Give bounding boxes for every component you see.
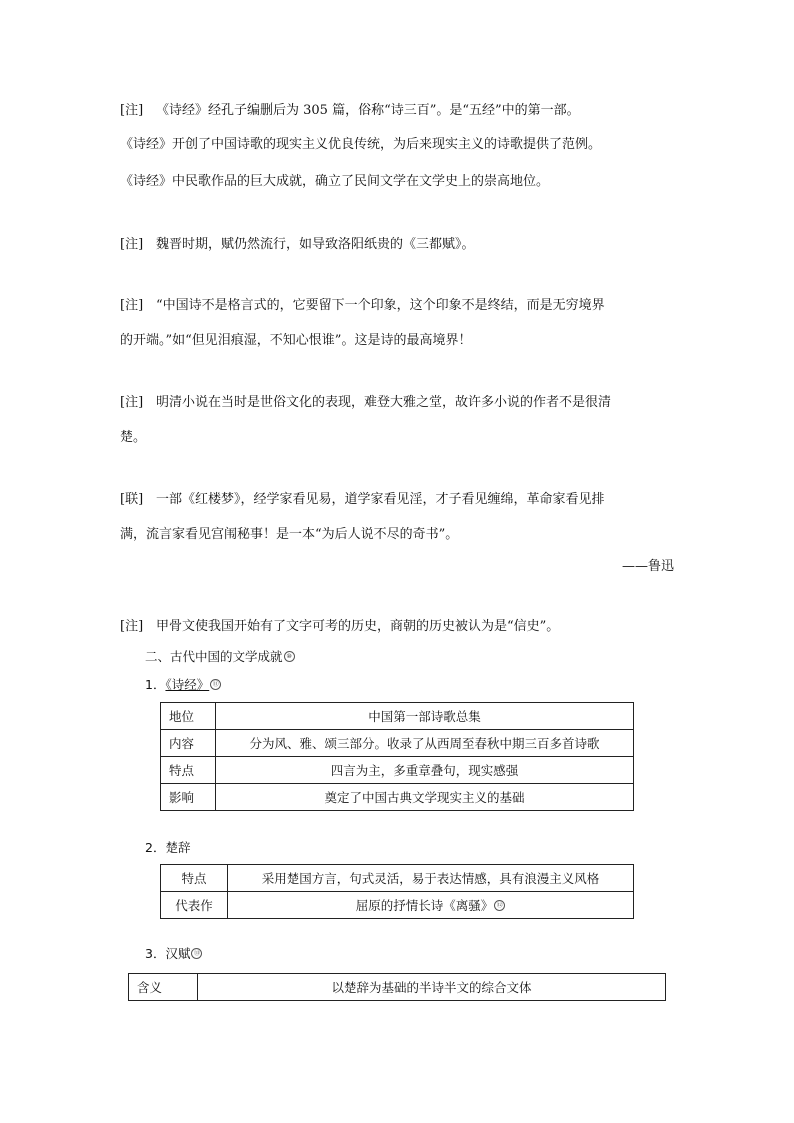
- note-1-line-1: [注] 《诗经》经孔子编删后为 305 篇，俗称“诗三百”。是“五经”中的第一部。: [120, 94, 680, 127]
- table-row: [129, 974, 666, 1001]
- chuci-table: [160, 864, 634, 919]
- table-value: 中国第一部诗歌总集: [216, 703, 634, 730]
- item-2-heading: 2．楚辞: [145, 840, 191, 855]
- table-key: 影响: [161, 784, 216, 811]
- item-3-heading: 3．汉赋 ⑬: [145, 944, 202, 964]
- note-3-line-2: 的开端。”如“但见泪痕湿，不知心恨谁”。这是诗的最高境界！: [120, 333, 472, 348]
- table-key: 代表作: [161, 892, 228, 919]
- table-value: 以楚辞为基础的半诗半文的综合文体: [198, 974, 666, 1001]
- table-row: [161, 892, 634, 919]
- note-3-line-1: [注] “中国诗不是格言式的，它要留下一个印象，这个印象不是终结，而是无穷境界: [120, 289, 680, 322]
- note-1-line-2: 《诗经》开创了中国诗歌的现实主义优良传统，为后来现实主义的诗歌提供了范例。: [120, 137, 602, 152]
- table-key: 含义: [129, 974, 198, 1001]
- annotation-mark-icon: ⑪: [210, 679, 221, 690]
- note-1-line-3: 《诗经》中民歌作品的巨大成就，确立了民间文学在文学史上的崇高地位。: [120, 174, 550, 189]
- table-value: 奠定了中国古典文学现实主义的基础: [216, 784, 634, 811]
- table-row: [161, 730, 634, 757]
- note-4-line-2: 楚。: [120, 430, 147, 445]
- table-key: 特点: [161, 865, 228, 892]
- shijing-table: [160, 702, 634, 811]
- table-key: 特点: [161, 757, 216, 784]
- section-heading: 二、古代中国的文学成就 ⑩: [145, 647, 295, 667]
- note-tag: [注]: [120, 237, 144, 252]
- table-row: [161, 703, 634, 730]
- table-key: 内容: [161, 730, 216, 757]
- note-5-line-1: [联] 一部《红楼梦》，经学家看见易，道学家看见淫，才子看见缠绵，革命家看见排: [120, 483, 680, 516]
- item-1-heading: 1．《诗经》 ⑪: [145, 675, 221, 695]
- note-tag: [注]: [120, 298, 144, 313]
- annotation-mark-icon: ⑫: [494, 900, 505, 911]
- table-value: 采用楚国方言，句式灵活，易于表达情感，具有浪漫主义风格: [228, 865, 634, 892]
- note-tag: [注]: [120, 103, 144, 118]
- table-value: 分为风、雅、颂三部分。收录了从西周至春秋中期三百多首诗歌: [216, 730, 634, 757]
- annotation-mark-icon: ⑬: [191, 948, 202, 959]
- table-row: [161, 757, 634, 784]
- note-2: [注] 魏晋时期，赋仍然流行，如导致洛阳纸贵的《三都赋》。: [120, 228, 680, 261]
- note-tag: [联]: [120, 492, 144, 507]
- note-4-line-1: [注] 明清小说在当时是世俗文化的表现，难登大雅之堂，故许多小说的作者不是很清: [120, 386, 680, 419]
- note-5-line-2: 满，流言家看见宫闱秘事！是一本“为后人说不尽的奇书”。: [120, 527, 459, 542]
- table-row: [161, 865, 634, 892]
- note-tag: [注]: [120, 395, 144, 410]
- note-tag: [注]: [120, 619, 144, 634]
- table-value: 屈原的抒情长诗《离骚》 ⑫: [228, 892, 634, 919]
- note-6: [注] 甲骨文使我国开始有了文字可考的历史，商朝的历史被认为是“信史”。: [120, 610, 680, 643]
- hanfu-table: [128, 973, 666, 1001]
- signature: ——鲁迅: [621, 559, 674, 574]
- table-key: 地位: [161, 703, 216, 730]
- annotation-mark-icon: ⑩: [284, 651, 295, 662]
- table-row: [161, 784, 634, 811]
- table-value: 四言为主，多重章叠句，现实感强: [216, 757, 634, 784]
